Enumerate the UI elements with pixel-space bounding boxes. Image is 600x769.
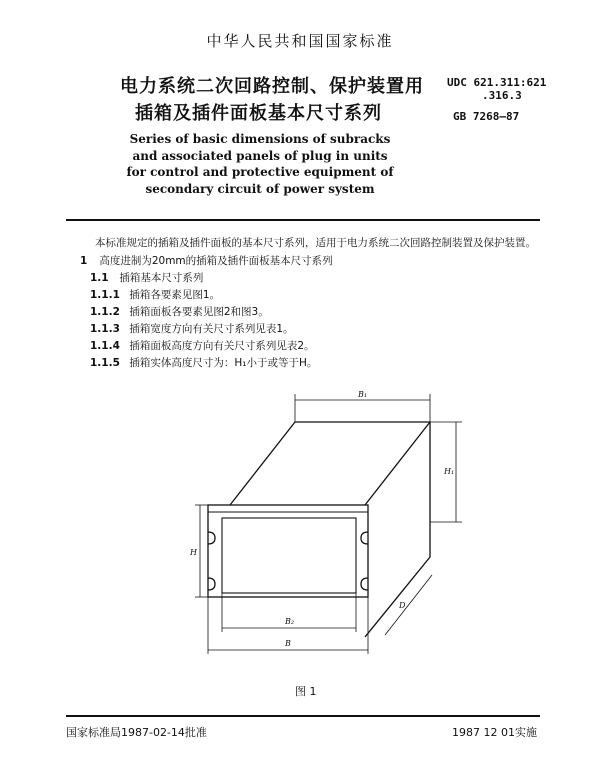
section-item: [90, 287, 220, 302]
title-cn-line1: 电力系统二次回路控制、保护装置用: [120, 76, 424, 97]
section-text: 插箱基本尺寸系列: [119, 272, 204, 284]
subrack-figure: [190, 390, 470, 662]
footer-divider: [66, 715, 540, 717]
figure-caption: 图 1: [295, 685, 317, 698]
section-item: [80, 253, 333, 268]
section-text: 插箱面板高度方向有关尺寸系列见表2。: [129, 340, 315, 352]
title-cn-line2: 插箱及插件面板基本尺寸系列: [135, 103, 382, 124]
approval-date: 国家标准局1987-02-14批准: [66, 726, 207, 739]
section-text: 插箱面板各要素见图2和图3。: [129, 306, 269, 318]
udc-line1: UDC 621.311:621: [447, 76, 547, 89]
section-item: [90, 355, 317, 370]
title-en-line: Series of basic dimensions of subracks: [129, 132, 391, 146]
title-en-line: for control and protective equipment of: [126, 165, 394, 179]
gb-code: GB 7268—87: [453, 110, 520, 123]
section-number: 1.1.2: [90, 306, 120, 318]
title-en-line: and associated panels of plug in units: [132, 148, 388, 163]
front-frame-inner: [222, 518, 356, 593]
section-text: 插箱各要素见图1。: [129, 289, 221, 301]
mounting-slot: [361, 578, 368, 590]
title-en-line: secondary circuit of power system: [145, 181, 375, 196]
dim-label-b: B: [285, 639, 291, 648]
mounting-slot: [208, 532, 215, 544]
section-number: 1.1.4: [90, 340, 120, 352]
section-item: [90, 304, 269, 319]
dim-label-b2: B₂: [285, 617, 295, 626]
box-edge: [365, 422, 430, 505]
mounting-slot: [208, 578, 215, 590]
front-frame-outer: [208, 505, 368, 597]
section-number: 1.1.5: [90, 357, 120, 369]
udc-line2: .316.3: [482, 89, 522, 102]
standard-header: 中华人民共和国国家标准: [206, 32, 394, 50]
mounting-slot: [361, 532, 368, 544]
dim-label-h: H: [190, 548, 197, 557]
dim-label-b1: B₁: [358, 390, 368, 399]
section-item: [90, 270, 203, 285]
header-divider: [66, 219, 540, 221]
dim-label-d: D: [399, 601, 406, 610]
section-text: 高度进制为20mm的插箱及插件面板基本尺寸系列: [99, 255, 333, 267]
effective-date: 1987 12 01实施: [452, 726, 537, 739]
section-item: [90, 338, 315, 353]
dim-label-h1: H₁: [444, 467, 455, 476]
intro-paragraph: 本标准规定的插箱及插件面板的基本尺寸系列，适用于电力系统二次回路控制装置及保护装置。: [95, 237, 536, 249]
section-number: 1.1: [90, 272, 109, 284]
section-number: 1.1.3: [90, 323, 120, 335]
title-en: [110, 131, 410, 197]
section-text: 插箱宽度方向有关尺寸系列见表1。: [129, 323, 294, 335]
udc-code: [447, 76, 546, 102]
section-number: 1: [80, 255, 88, 267]
section-text: 插箱实体高度尺寸为：H₁小于或等于H。: [129, 357, 318, 369]
section-number: 1.1.1: [90, 289, 120, 301]
section-item: [90, 321, 294, 336]
